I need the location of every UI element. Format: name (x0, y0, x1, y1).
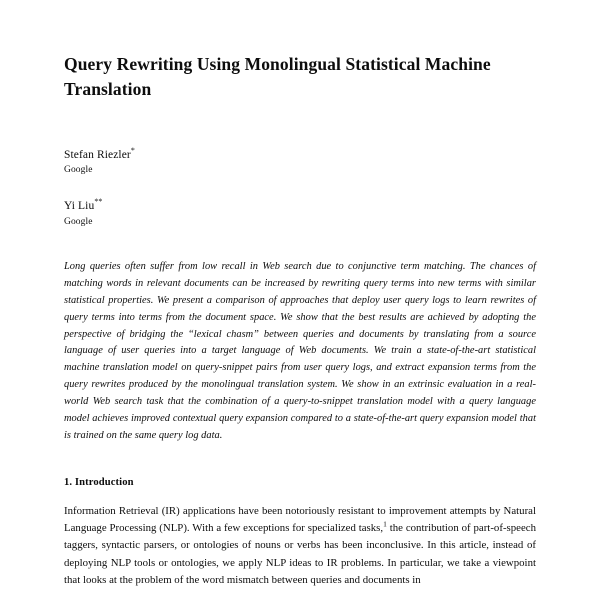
footnote-marker: 1 (383, 519, 387, 529)
author-entry (64, 199, 536, 229)
abstract-text: Long queries often suffer from low recall in Web search due to conjunctive term matching. The chances of matching words in relevant documents can be increased by rewriting query terms into new terms with similar statistical properties. We present a comparison of approaches that deploy user query logs to learn rewrites of query terms into terms from the document space. We show that the best results are achieved by adopting the perspective of bridging the “lexical chasm” between queries and documents by translating from a source language of user queries into a target language of Web documents. We train a state-of-the-art statistical machine translation model on query-snippet pairs from user query logs, and extract expansion terms from the query rewrites produced by the monolingual translation system. We show in an extrinsic evaluation in a real-world Web search task that the combination of a query-to-snippet translation model with a query language model achieves improved contextual query expansion compared to a state-of-the-art query expansion model that is trained on the same query log data. (64, 261, 536, 441)
author-affiliation-marker: ** (94, 197, 103, 207)
introduction-paragraph (64, 503, 536, 590)
author-name (64, 145, 536, 164)
author-affiliation: Google (64, 216, 93, 227)
author-name (64, 199, 536, 215)
author-name-text: Yi Liu (64, 200, 95, 213)
author-affiliation-marker: * (130, 145, 135, 155)
author-list (64, 145, 536, 230)
author-entry (64, 145, 536, 178)
page-title: Query Rewriting Using Monolingual Statistical Machine Translation (64, 54, 491, 99)
author-name-text: Stefan Riezler (64, 148, 131, 161)
paragraph-text-part2: the contribution of part-of-speech taggers, syntactic parsers, or ontologies of nouns or verbs has been inconclusive. In this article, instead of deploying NLP tools or ontologies, we apply NLP ideas to IR problems. In particular, we take a viewpoint that looks at the problem of the word mismatch between queries and documents in (64, 521, 536, 587)
paragraph-text-part1: Information Retrieval (IR) applications have been notoriously resistant to improvement attempts by Natural Language Processing (NLP). With a few exceptions for specialized tasks, (64, 504, 536, 534)
section-heading-introduction: 1. Introduction (64, 476, 134, 488)
author-affiliation: Google (64, 165, 93, 176)
